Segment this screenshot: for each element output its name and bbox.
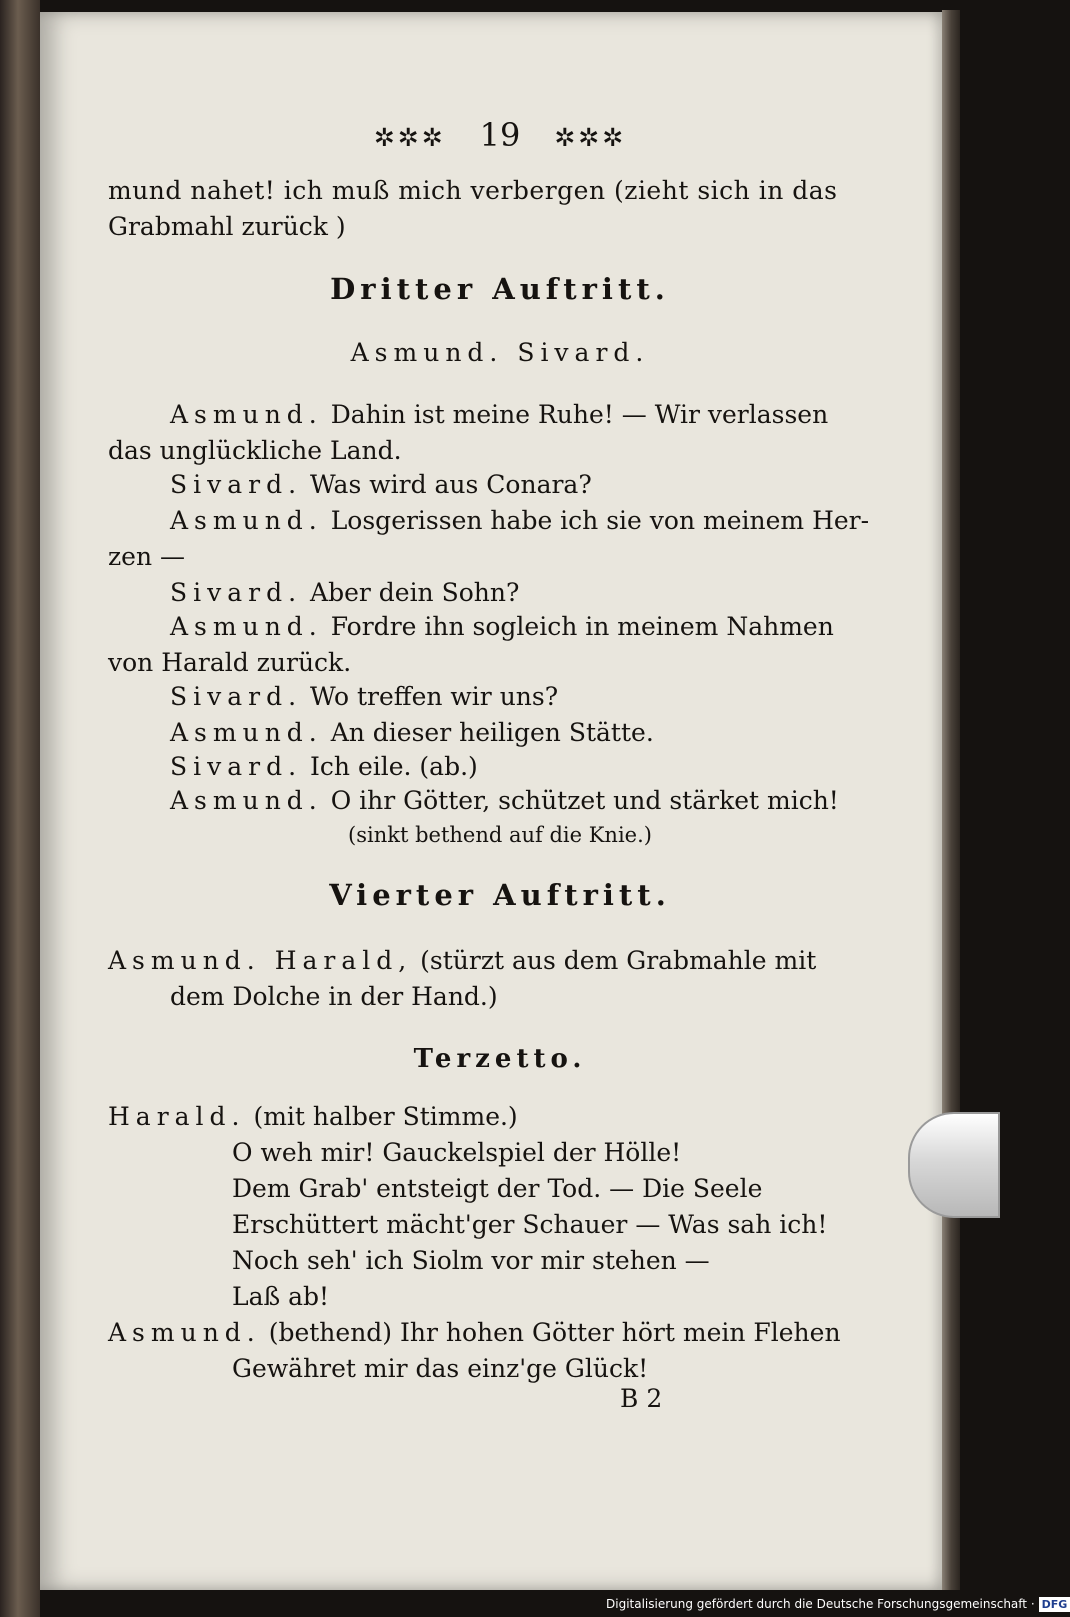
page-header <box>0 116 1000 154</box>
text-line: Grabmahl zurück ) <box>108 212 346 241</box>
dialogue-text: Aber dein Sohn? <box>310 578 520 607</box>
speaker-name: Asmund. <box>170 612 323 641</box>
dialogue-line <box>170 752 478 782</box>
text-line: das unglückliche Land. <box>108 436 402 465</box>
footer-credit <box>606 1594 1068 1614</box>
verse-line: O weh mir! Gauckelspiel der Hölle! <box>232 1138 682 1167</box>
dialogue-line <box>170 506 869 536</box>
speaker-name: Asmund. <box>170 506 323 535</box>
dialogue-line <box>108 946 816 976</box>
speaker-name: Sivard. <box>170 682 303 711</box>
ornament-right: ✲✲✲ <box>554 123 627 152</box>
dialogue-text: (mit halber Stimme.) <box>253 1102 518 1131</box>
dialogue-line <box>108 1102 518 1132</box>
speaker-name: Sivard. <box>170 470 303 499</box>
dialogue-line <box>170 682 558 712</box>
dfg-logo: DFG <box>1039 1597 1070 1612</box>
dialogue-line <box>170 578 519 608</box>
page-number: 19 <box>479 116 521 154</box>
speaker-name: Asmund. <box>170 786 323 815</box>
dialogue-line <box>170 400 828 430</box>
dialogue-line <box>170 612 834 642</box>
dialogue-line <box>170 470 592 500</box>
dialogue-line <box>170 786 839 816</box>
dialogue-text: (bethend) Ihr hohen Götter hört mein Flehen <box>268 1318 841 1347</box>
text-line: dem Dolche in der Hand.) <box>170 982 498 1011</box>
speaker-name: Sivard. <box>170 578 303 607</box>
verse-line: Noch seh' ich Siolm vor mir stehen — <box>232 1246 710 1275</box>
page-clip <box>908 1112 1000 1218</box>
dialogue-text: Ich eile. (ab.) <box>310 752 478 781</box>
speaker-name: Asmund. <box>170 400 323 429</box>
scene-characters: Asmund. Sivard. <box>350 338 650 367</box>
dialogue-text: An dieser heiligen Stätte. <box>330 718 654 747</box>
verse-line: Laß ab! <box>232 1282 330 1311</box>
dialogue-text: O ihr Götter, schützet und stärket mich! <box>330 786 839 815</box>
scene-heading: Vierter Auftritt. <box>329 878 671 912</box>
verse-line: Erschüttert mächt'ger Schauer — Was sah ich! <box>232 1210 828 1239</box>
section-heading: Terzetto. <box>413 1044 587 1074</box>
scene-heading: Dritter Auftritt. <box>330 272 670 306</box>
text-line: mund nahet! ich muß mich verbergen (zieht sich in das <box>108 176 838 205</box>
text-line: zen — <box>108 542 186 571</box>
speaker-name: Harald. <box>108 1102 246 1131</box>
ornament-left: ✲✲✲ <box>373 123 446 152</box>
dialogue-text: Was wird aus Conara? <box>310 470 592 499</box>
signature-mark: B 2 <box>620 1384 663 1413</box>
book-spine-edge <box>0 0 40 1617</box>
dialogue-line <box>108 1318 841 1348</box>
speaker-name: Asmund. Harald, <box>108 946 413 975</box>
dialogue-line <box>170 718 654 748</box>
verse-line: Gewähret mir das einz'ge Glück! <box>232 1354 649 1383</box>
speaker-name: Sivard. <box>170 752 303 781</box>
text-line: von Harald zurück. <box>108 648 352 677</box>
verse-line: Dem Grab' entsteigt der Tod. — Die Seele <box>232 1174 763 1203</box>
dialogue-text: (stürzt aus dem Grabmahle mit <box>420 946 817 975</box>
dialogue-text: Losgerissen habe ich sie von meinem Her- <box>330 506 870 535</box>
dialogue-text: Wo treffen wir uns? <box>310 682 559 711</box>
page-stack-edge <box>942 10 960 1590</box>
speaker-name: Asmund. <box>108 1318 261 1347</box>
stage-direction: (sinkt bethend auf die Knie.) <box>348 823 652 847</box>
footer-text: Digitalisierung gefördert durch die Deutsche Forschungsgemeinschaft · <box>606 1597 1035 1611</box>
speaker-name: Asmund. <box>170 718 323 747</box>
dialogue-text: Fordre ihn sogleich in meinem Nahmen <box>330 612 834 641</box>
dialogue-text: Dahin ist meine Ruhe! — Wir verlassen <box>330 400 829 429</box>
